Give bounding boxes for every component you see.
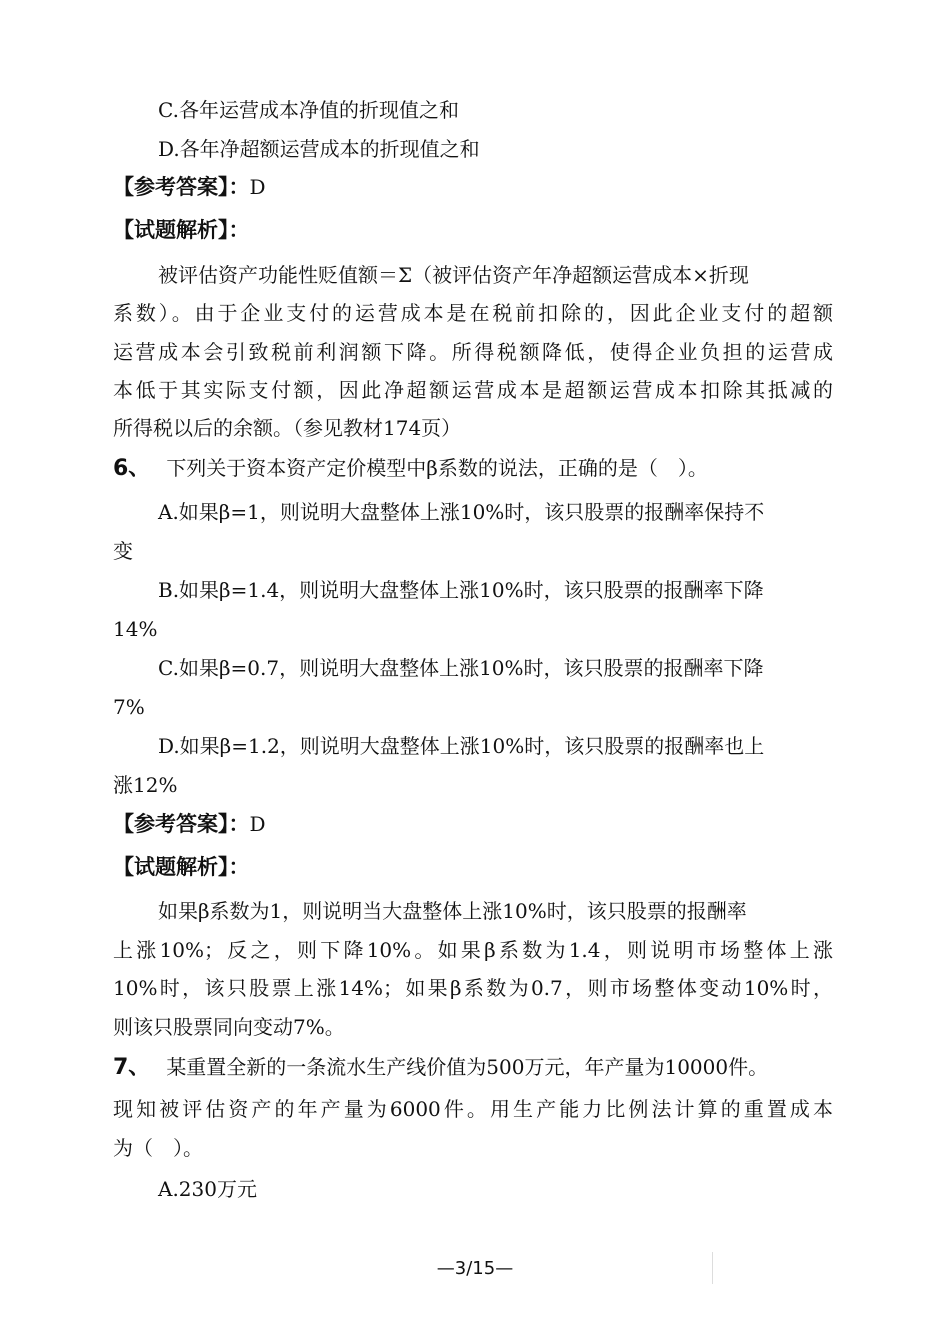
question-text: 为（ ）。 bbox=[113, 1136, 203, 1160]
analysis-text: 本低于其实际支付额，因此净超额运营成本是超额运营成本扣除其抵减的 bbox=[113, 378, 833, 402]
option-c: C.各年运营成本净值的折现值之和 bbox=[158, 98, 459, 122]
option-d: D.如果β=1.2，则说明大盘整体上涨10%时，该只股票的报酬率也上 bbox=[158, 734, 765, 758]
answer-label: 【参考答案】： bbox=[113, 812, 250, 836]
analysis-text: 上涨10%；反之，则下降10%。如果β系数为1.4，则说明市场整体上涨 bbox=[113, 938, 833, 962]
option-b: 14% bbox=[113, 617, 158, 641]
question-6 bbox=[113, 456, 833, 481]
analysis-text: 10%时，该只股票上涨14%；如果β系数为0.7，则市场整体变动10%时， bbox=[113, 976, 833, 1000]
answer-value: D bbox=[249, 175, 266, 199]
analysis-text: 运营成本会引致税前利润额下降。所得税额降低，使得企业负担的运营成 bbox=[113, 340, 833, 364]
option-a: A.如果β=1，则说明大盘整体上涨10%时，该只股票的报酬率保持不 bbox=[158, 500, 765, 524]
analysis-text: 系数）。由于企业支付的运营成本是在税前扣除的，因此企业支付的超额 bbox=[113, 301, 833, 325]
question-number: 7、 bbox=[113, 1055, 151, 1080]
option-a: 变 bbox=[113, 539, 133, 563]
option-b: B.如果β=1.4，则说明大盘整体上涨10%时，该只股票的报酬率下降 bbox=[158, 578, 764, 602]
question-text: 下列关于资本资产定价模型中β系数的说法，正确的是（ ）。 bbox=[166, 456, 708, 480]
answer-line bbox=[113, 175, 833, 199]
question-7 bbox=[113, 1055, 833, 1080]
question-text: 现知被评估资产的年产量为6000件。用生产能力比例法计算的重置成本 bbox=[113, 1097, 833, 1121]
analysis-text: 如果β系数为1，则说明当大盘整体上涨10%时，该只股票的报酬率 bbox=[158, 899, 747, 923]
option-d: D.各年净超额运营成本的折现值之和 bbox=[158, 137, 480, 161]
answer-line bbox=[113, 812, 833, 836]
analysis-text: 被评估资产功能性贬值额＝Σ（被评估资产年净超额运营成本×折现 bbox=[158, 263, 749, 287]
answer-value: D bbox=[249, 812, 266, 836]
option-c: C.如果β=0.7，则说明大盘整体上涨10%时，该只股票的报酬率下降 bbox=[158, 656, 764, 680]
page-number: —3/15— bbox=[436, 1258, 514, 1279]
option-c: 7% bbox=[113, 695, 145, 719]
question-number: 6、 bbox=[113, 456, 151, 481]
analysis-label: 【试题解析】： bbox=[113, 218, 250, 242]
question-text: 某重置全新的一条流水生产线价值为500万元，年产量为10000件。 bbox=[166, 1055, 769, 1079]
analysis-text: 所得税以后的余额。（参见教材174页） bbox=[113, 416, 462, 440]
option-a: A.230万元 bbox=[158, 1177, 257, 1201]
analysis-label: 【试题解析】： bbox=[113, 855, 250, 879]
analysis-text: 则该只股票同向变动7%。 bbox=[113, 1015, 345, 1039]
answer-label: 【参考答案】： bbox=[113, 175, 250, 199]
option-d: 涨12% bbox=[113, 773, 178, 797]
